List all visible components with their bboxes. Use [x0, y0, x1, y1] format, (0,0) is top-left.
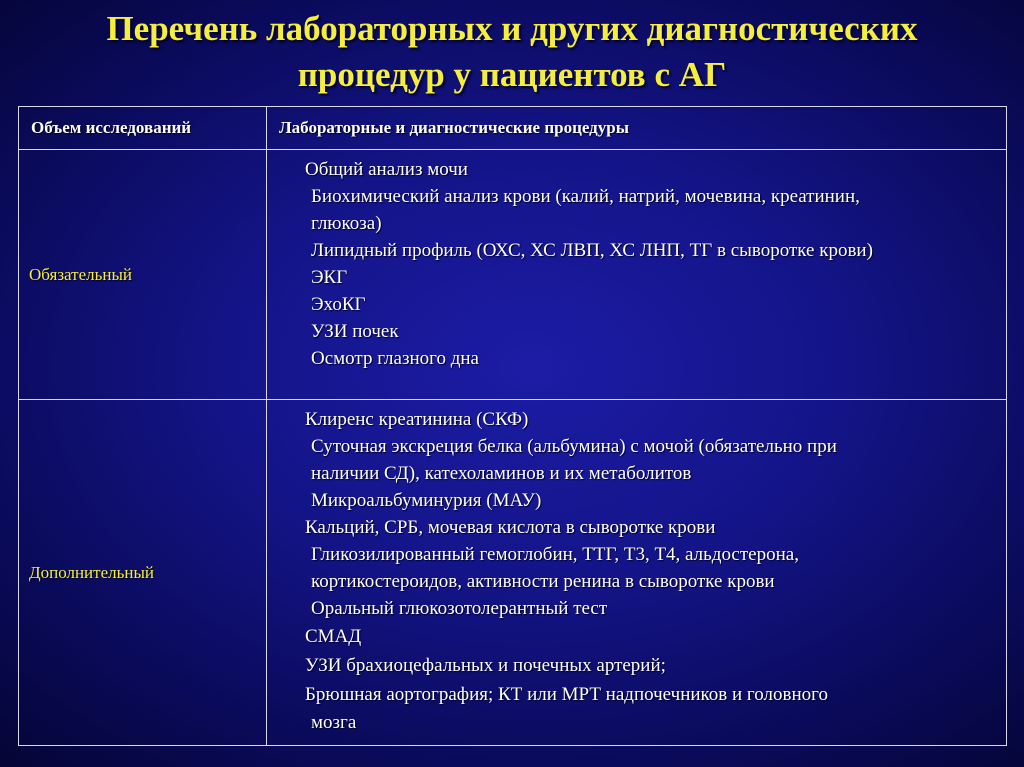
level-additional: Дополнительный — [19, 400, 267, 746]
list-item: глюкоза) — [311, 213, 382, 234]
list-item: СМАД — [305, 626, 362, 647]
list-item: Липидный профиль (ОХС, ХС ЛВП, ХС ЛНП, ТГ в сыворотке крови) — [311, 240, 873, 261]
list-item: кортикостероидов, активности ренина в сыворотке крови — [311, 571, 775, 592]
procedures-table — [18, 106, 1007, 746]
items-mandatory — [267, 150, 1007, 400]
header-procedures: Лабораторные и диагностические процедуры — [267, 107, 1007, 150]
list-item: Оральный глюкозотолерантный тест — [311, 598, 608, 619]
items-additional — [267, 400, 1007, 746]
table-header-row — [19, 107, 1007, 150]
list-item: Биохимический анализ крови (калий, натрий, мочевина, креатинин, — [311, 186, 860, 207]
list-item: Общий анализ мочи — [305, 159, 468, 180]
table-row-mandatory — [19, 150, 1007, 400]
list-item: Суточная экскреция белка (альбумина) с мочой (обязательно при — [311, 436, 837, 457]
list-item: Кальций, СРБ, мочевая кислота в сыворотке крови — [305, 517, 716, 538]
header-scope: Объем исследований — [19, 107, 267, 150]
list-item: УЗИ почек — [311, 321, 399, 342]
list-item: наличии СД), катехоламинов и их метаболитов — [311, 463, 692, 484]
list-item: УЗИ брахиоцефальных и почечных артерий; — [305, 655, 666, 676]
slide-title — [0, 6, 1024, 98]
level-mandatory: Обязательный — [19, 150, 267, 400]
title-line-1: Перечень лабораторных и других диагностических — [106, 9, 918, 48]
list-item: Осмотр глазного дна — [311, 348, 479, 369]
list-item: Гликозилированный гемоглобин, ТТГ, Т3, Т4, альдостерона, — [311, 544, 799, 565]
list-item: Брюшная аортография; КТ или МРТ надпочечников и головного — [305, 684, 828, 705]
list-item: ЭхоКГ — [311, 294, 366, 315]
list-item: ЭКГ — [311, 267, 348, 288]
title-line-2: процедур у пациентов с АГ — [297, 55, 727, 94]
list-item: Клиренс креатинина (СКФ) — [305, 409, 529, 430]
table-row-additional — [19, 400, 1007, 746]
list-item: Микроальбуминурия (МАУ) — [311, 490, 542, 511]
list-item: мозга — [311, 712, 357, 733]
